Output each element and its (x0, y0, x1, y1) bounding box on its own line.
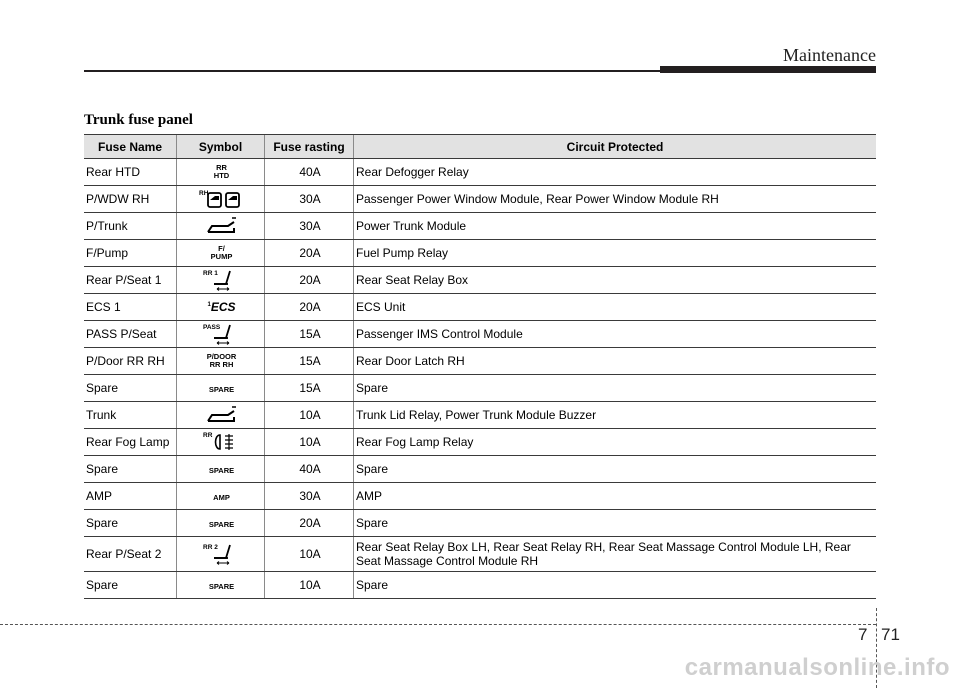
fuse-symbol-label: RR HTD (213, 162, 230, 180)
seat-icon (202, 546, 242, 560)
fuse-symbol-label: P/DOOR RR RH (206, 351, 237, 369)
circuit-protected-cell: Fuel Pump Relay (354, 240, 877, 267)
table-row (84, 537, 876, 572)
symbol-cell (177, 456, 265, 483)
circuit-protected-cell: AMP (354, 483, 877, 510)
fuse-rating-cell: 10A (265, 537, 354, 572)
table-row (84, 483, 876, 510)
fuse-name-cell: Spare (84, 572, 177, 599)
table-row (84, 456, 876, 483)
fuse-rating-cell: 10A (265, 402, 354, 429)
fuse-name-cell: Rear P/Seat 1 (84, 267, 177, 294)
header-rule (84, 70, 660, 72)
section-title: Maintenance (783, 45, 876, 65)
table-row (84, 321, 876, 348)
fuse-rating-cell: 20A (265, 294, 354, 321)
fuse-rating-cell: 20A (265, 510, 354, 537)
fuse-symbol-label: AMP (213, 493, 230, 502)
fuse-symbol-label: SPARE (208, 385, 235, 394)
chapter-number: 7 (858, 625, 868, 644)
symbol-cell (177, 159, 265, 186)
fuse-name-cell: Rear P/Seat 2 (84, 537, 177, 572)
symbol-cell (177, 537, 265, 572)
fuse-name-cell: Spare (84, 375, 177, 402)
table-row (84, 402, 876, 429)
fuse-name-cell: P/Door RR RH (84, 348, 177, 375)
ecs-label: ECS (210, 300, 236, 314)
fuse-rating-cell: 20A (265, 240, 354, 267)
circuit-protected-cell: Rear Seat Relay Box (354, 267, 877, 294)
page-title: Trunk fuse panel (84, 112, 193, 128)
circuit-protected-cell: Spare (354, 456, 877, 483)
fuse-table (84, 134, 876, 599)
fuse-rating-cell: 15A (265, 321, 354, 348)
circuit-protected-cell: Rear Fog Lamp Relay (354, 429, 877, 456)
svg-text:RH: RH (198, 190, 208, 197)
table-row (84, 375, 876, 402)
table-row (84, 186, 876, 213)
fuse-name-cell: Spare (84, 510, 177, 537)
symbol-cell (177, 375, 265, 402)
symbol-cell (177, 321, 265, 348)
svg-text:RR: RR (202, 432, 212, 439)
circuit-protected-cell: Passenger IMS Control Module (354, 321, 877, 348)
symbol-cell (177, 213, 265, 240)
fuse-rating-cell: 10A (265, 429, 354, 456)
fuse-name-cell: F/Pump (84, 240, 177, 267)
fuse-rating-cell: 10A (265, 572, 354, 599)
fuse-symbol-label: SPARE (208, 466, 235, 475)
circuit-protected-cell: Trunk Lid Relay, Power Trunk Module Buzzer (354, 402, 877, 429)
footer-rule (0, 624, 876, 625)
fuse-name-cell: AMP (84, 483, 177, 510)
seat-icon (202, 326, 242, 340)
fuse-symbol-label: SPARE (208, 582, 235, 591)
circuit-protected-cell: Power Trunk Module (354, 213, 877, 240)
symbol-cell (177, 348, 265, 375)
fuse-name-cell: P/WDW RH (84, 186, 177, 213)
circuit-protected-cell: Rear Door Latch RH (354, 348, 877, 375)
fuse-rating-cell: 30A (265, 483, 354, 510)
symbol-cell (177, 294, 265, 321)
circuit-protected-cell: Rear Defogger Relay (354, 159, 877, 186)
fuse-rating-cell: 40A (265, 159, 354, 186)
circuit-protected-cell: ECS Unit (354, 294, 877, 321)
column-header-fuse-rating: Fuse rasting (265, 135, 354, 159)
table-row (84, 348, 876, 375)
window-rh-icon (198, 191, 246, 205)
table-row (84, 267, 876, 294)
fuse-name-cell: PASS P/Seat (84, 321, 177, 348)
circuit-protected-cell: Spare (354, 572, 877, 599)
column-header-symbol: Symbol (177, 135, 265, 159)
header-rule-accent (660, 66, 876, 73)
fuse-name-cell: Trunk (84, 402, 177, 429)
trunk-icon (202, 218, 242, 232)
fuse-symbol-label: SPARE (208, 520, 235, 529)
table-row (84, 429, 876, 456)
svg-text:PASS: PASS (202, 324, 220, 331)
fuse-rating-cell: 15A (265, 348, 354, 375)
table-header-row (84, 135, 876, 159)
symbol-cell (177, 402, 265, 429)
fuse-rating-cell: 20A (265, 267, 354, 294)
trunk-icon (202, 407, 242, 421)
svg-text:RR 2: RR 2 (202, 544, 218, 551)
seat-icon (202, 272, 242, 286)
fuse-rating-cell: 40A (265, 456, 354, 483)
table-row (84, 572, 876, 599)
table-row (84, 510, 876, 537)
symbol-cell (177, 510, 265, 537)
fuse-rating-cell: 15A (265, 375, 354, 402)
fuse-name-cell: Rear Fog Lamp (84, 429, 177, 456)
circuit-protected-cell: Rear Seat Relay Box LH, Rear Seat Relay RH, Rear Seat Massage Control Module LH, Rear Seat Massage Control Module RH (354, 537, 877, 572)
symbol-cell (177, 267, 265, 294)
fuse-name-cell: Rear HTD (84, 159, 177, 186)
symbol-cell (177, 186, 265, 213)
symbol-cell (177, 240, 265, 267)
fuse-name-cell: Spare (84, 456, 177, 483)
table-row (84, 213, 876, 240)
circuit-protected-cell: Passenger Power Window Module, Rear Power Window Module RH (354, 186, 877, 213)
symbol-cell (177, 429, 265, 456)
fuse-symbol-label: F/ PUMP (210, 243, 233, 261)
fog-lamp-icon (202, 434, 242, 448)
column-header-fuse-name: Fuse Name (84, 135, 177, 159)
fuse-name-cell: ECS 1 (84, 294, 177, 321)
symbol-cell (177, 483, 265, 510)
fuse-name-cell: P/Trunk (84, 213, 177, 240)
ecs-superscript: 1 (207, 302, 211, 308)
table-row (84, 159, 876, 186)
fuse-rating-cell: 30A (265, 213, 354, 240)
table-row (84, 294, 876, 321)
symbol-cell (177, 572, 265, 599)
ecs-symbol (207, 300, 235, 314)
column-header-circuit: Circuit Protected (354, 135, 877, 159)
fuse-rating-cell: 30A (265, 186, 354, 213)
circuit-protected-cell: Spare (354, 375, 877, 402)
svg-text:RR 1: RR 1 (202, 270, 218, 277)
page-number: 71 (881, 625, 900, 644)
circuit-protected-cell: Spare (354, 510, 877, 537)
table-row (84, 240, 876, 267)
watermark: carmanualsonline.info (684, 654, 950, 681)
